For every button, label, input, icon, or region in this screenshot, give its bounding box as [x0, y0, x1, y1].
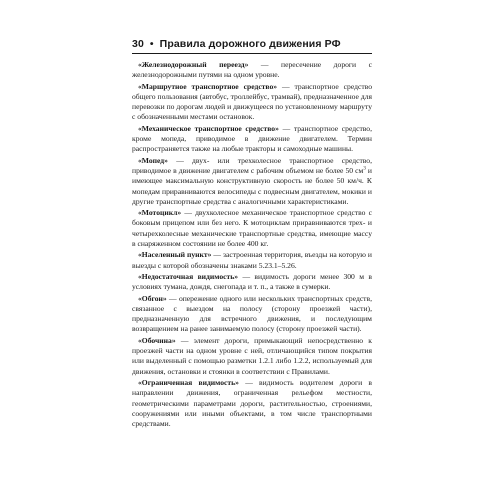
definition-entry: [132, 378, 372, 429]
definition-text: — опережение одного или нескольких транспортных средств, связанное с выездом на полосу (сторону проезжей части), предназначенную для встречного движения, и последующим возвращением на ранее занимаемую полосу (сторону проезжей части).: [132, 293, 372, 334]
definition-entry: [132, 82, 372, 123]
definition-text-continued: и имеющее максимальную конструктивную скорость не более 50 км/ч. К мопедам приравниваются велосипеды с подвесным двигателем, мокики и другие транспортные средства с аналогичными характеристиками.: [132, 165, 372, 206]
definition-term: «Железнодорожный переезд»: [138, 60, 249, 69]
definition-term: «Населенный пункт»: [138, 250, 212, 260]
definition-text: — транспортное средство, кроме мопеда, приводимое в движение двигателем. Термин распространяется также на любые тракторы и самоходные машины.: [132, 123, 372, 154]
definition-text: — видимость водителем дороги в направлении движения, ограниченная рельефом местности, геометрическими параметрами дороги, растительностью, строениями, сооружениями или иными объектами, в том числе транспортными средствами.: [132, 377, 372, 429]
definition-term: «Маршрутное транспортное средство»: [138, 81, 278, 91]
definition-term: «Обгон»: [138, 293, 167, 303]
definition-text: — двух- или трехколесное транспортное средство, приводимое в движение двигателем с рабочим объемом не более 50 см: [132, 155, 372, 175]
definition-term: «Механическое транспортное средство»: [138, 123, 279, 133]
definition-text: — видимость дороги менее 300 м в условиях тумана, дождя, снегопада и т. п., а также в сумерки.: [132, 271, 372, 292]
definition-entry: [132, 124, 372, 155]
definition-text: — пересечение дороги с железнодорожными путями на одном уровне.: [132, 60, 372, 80]
superscript-cubic: 3: [363, 166, 366, 172]
definition-text: — застроенная территория, въезды на которую и выезды с которой обозначены знаками 5.23.1–5.26.: [132, 250, 372, 270]
book-page: [132, 38, 372, 430]
definition-term: «Мопед»: [138, 155, 168, 165]
definition-term: «Недостаточная видимость»: [138, 271, 239, 281]
definition-entry: [132, 294, 372, 335]
page-number: 30: [132, 38, 144, 50]
definition-term: «Мотоцикл»: [138, 208, 182, 218]
definition-entry: [132, 336, 372, 377]
definition-entry: [132, 60, 372, 81]
definition-entry: [132, 250, 372, 271]
definition-text: — двухколесное механическое транспортное средство с боковым прицепом или без него. К мотоциклам приравниваются трех- и четырехколесные механические транспортные средства, имеющие массу в снаряженном состоянии не более 400 кг.: [132, 208, 372, 249]
definition-term: «Ограниченная видимость»: [138, 377, 239, 387]
definition-text: — элемент дороги, примыкающий непосредственно к проезжей части на одном уровне с ней, отличающийся типом покрытия или выделенный с помощью разметки 1.2.1 либо 1.2.2, используемый для движения, остановки и стоянки в соответствии с Правилами.: [132, 335, 372, 376]
header-rule: [132, 53, 372, 54]
definitions-list: [132, 60, 372, 429]
definition-text: — транспортное средство общего пользования (автобус, троллейбус, трамвай), предназначенное для перевозки по дорогам людей и движущееся по установленному маршруту с обозначенными местами остановок.: [132, 81, 372, 122]
definition-entry: [132, 156, 372, 207]
header-bullet: •: [149, 38, 154, 50]
running-header: [132, 38, 372, 50]
definition-entry: [132, 208, 372, 249]
header-title: Правила дорожного движения РФ: [159, 38, 341, 50]
definition-entry: [132, 272, 372, 293]
definition-term: «Обочина»: [138, 335, 176, 345]
